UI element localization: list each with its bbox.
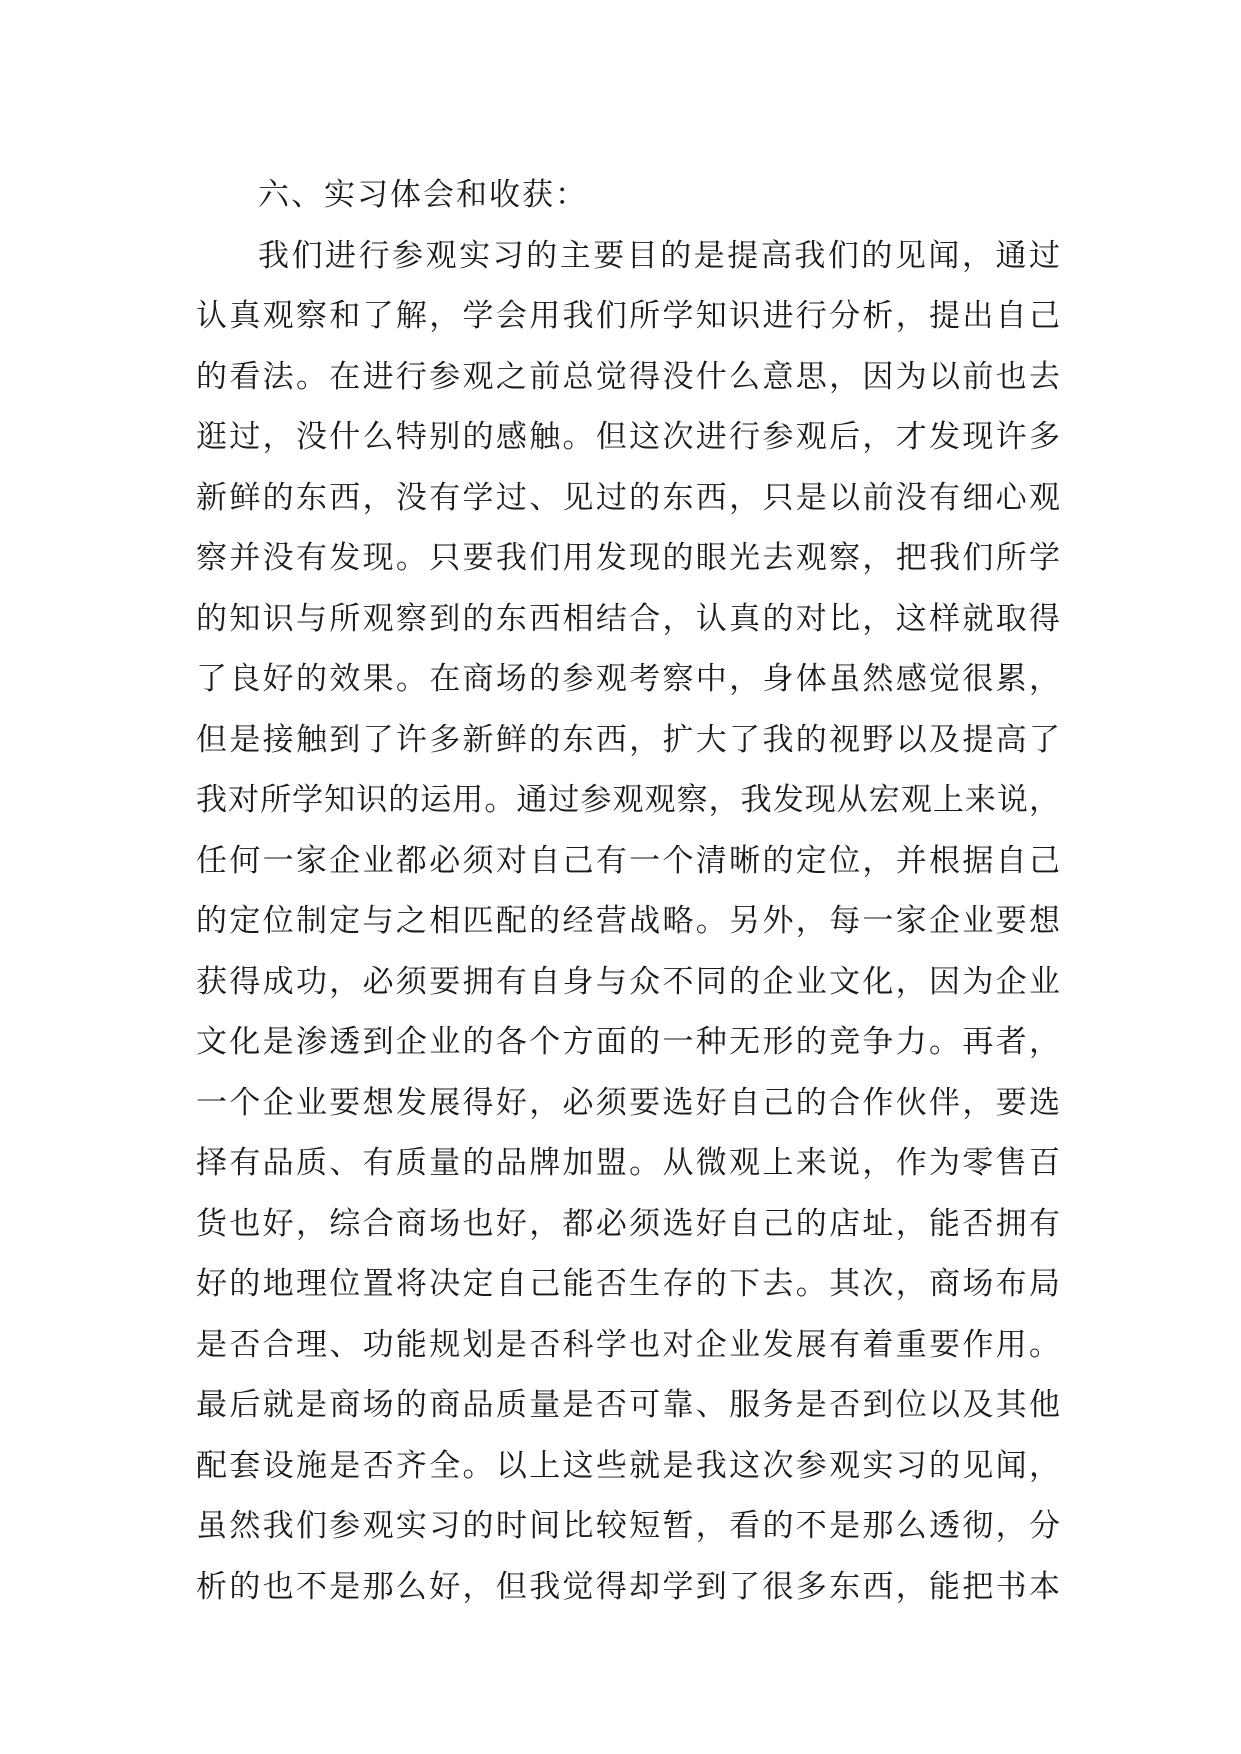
document-body [196, 165, 1060, 1617]
paragraph-line: 最后就是商场的商品质量是否可靠、服务是否到位以及其他 [196, 1387, 1060, 1423]
paragraph-line: 我们进行参观实习的主要目的是提高我们的见闻，通过 [258, 237, 1060, 274]
paragraph-line: 择有品质、有质量的品牌加盟。从微观上来说，作为零售百 [196, 1145, 1060, 1181]
paragraph-line: 但是接触到了许多新鲜的东西，扩大了我的视野以及提高了 [196, 721, 1060, 758]
paragraph-line: 的知识与所观察到的东西相结合，认真的对比，这样就取得 [196, 600, 1060, 637]
paragraph-line: 配套设施是否齐全。以上这些就是我这次参观实习的见闻， [196, 1447, 1060, 1484]
paragraph-line: 货也好，综合商场也好，都必须选好自己的店址，能否拥有 [196, 1205, 1060, 1242]
paragraph-line: 获得成功，必须要拥有自身与众不同的企业文化，因为企业 [196, 963, 1060, 1000]
paragraph-line: 的看法。在进行参观之前总觉得没什么意思，因为以前也去 [196, 358, 1060, 395]
paragraph-line: 析的也不是那么好，但我觉得却学到了很多东西，能把书本 [196, 1568, 1060, 1605]
paragraph-line: 好的地理位置将决定自己能否生存的下去。其次，商场布局 [196, 1266, 1060, 1302]
paragraph-line: 一个企业要想发展得好，必须要选好自己的合作伙伴，要选 [196, 1084, 1060, 1121]
paragraph-line: 任何一家企业都必须对自己有一个清晰的定位，并根据自己 [196, 842, 1060, 879]
paragraph-line: 文化是渗透到企业的各个方面的一种无形的竞争力。再者， [196, 1024, 1060, 1060]
paragraph-line: 察并没有发现。只要我们用发现的眼光去观察，把我们所学 [196, 540, 1060, 576]
paragraph-line: 虽然我们参观实习的时间比较短暂，看的不是那么透彻，分 [196, 1508, 1060, 1544]
paragraph-line: 我对所学知识的运用。通过参观观察，我发现从宏观上来说， [196, 782, 1060, 818]
paragraph-line: 了良好的效果。在商场的参观考察中，身体虽然感觉很累， [196, 661, 1060, 697]
paragraph-line: 的定位制定与之相匹配的经营战略。另外，每一家企业要想 [196, 903, 1060, 939]
paragraph-line: 认真观察和了解，学会用我们所学知识进行分析，提出自己 [196, 298, 1060, 334]
paragraph-line: 新鲜的东西，没有学过、见过的东西，只是以前没有细心观 [196, 479, 1060, 516]
paragraph-line: 是否合理、功能规划是否科学也对企业发展有着重要作用。 [196, 1326, 1060, 1363]
section-heading: 六、实习体会和收获： [258, 177, 588, 213]
paragraph-line: 逛过，没什么特别的感触。但这次进行参观后，才发现许多 [196, 419, 1060, 455]
